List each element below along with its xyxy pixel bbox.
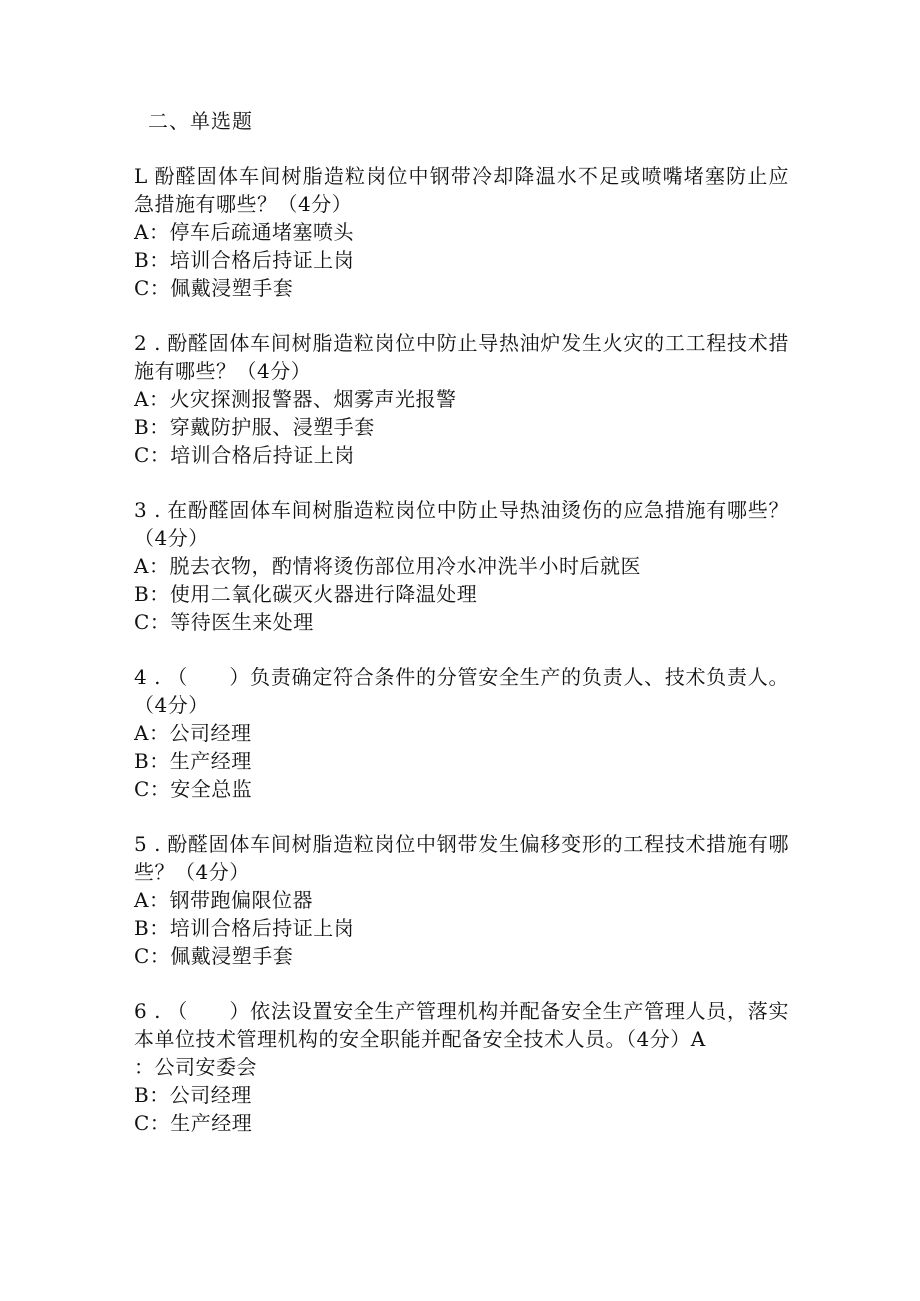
option-c: C：等待医生来处理 xyxy=(134,610,314,634)
question-number: L xyxy=(134,164,148,188)
option-b: B：培训合格后持证上岗 xyxy=(134,916,355,940)
question-body: 在酚醛固体车间树脂造粒岗位中防止导热油烫伤的应急措施有哪些？（4分） xyxy=(134,498,789,550)
question-body: 酚醛固体车间树脂造粒岗位中防止导热油炉发生火灾的工工程技术措施有哪些？（4分） xyxy=(134,331,789,383)
question-text xyxy=(134,496,789,552)
question-body: （ ）依法设置安全生产管理机构并配备安全生产管理人员，落实本单位技术管理机构的安全职能并配备安全技术人员。（4分）A xyxy=(134,999,789,1051)
question-3 xyxy=(134,496,789,636)
question-1 xyxy=(134,162,789,302)
option-c: C：佩戴浸塑手套 xyxy=(134,944,294,968)
option-b: B：穿戴防护服、浸塑手套 xyxy=(134,415,375,439)
question-text xyxy=(134,329,789,385)
question-body: （ ）负责确定符合条件的分管安全生产的负责人、技术负责人。（4分） xyxy=(134,665,789,717)
document-page xyxy=(134,106,789,1164)
option-b: B：使用二氧化碳灭火器进行降温处理 xyxy=(134,582,478,606)
option-b: B：培训合格后持证上岗 xyxy=(134,248,355,272)
question-4 xyxy=(134,663,789,803)
question-text xyxy=(134,162,789,218)
option-a: A：脱去衣物，酌情将烫伤部位用冷水冲洗半小时后就医 xyxy=(134,554,641,578)
question-6 xyxy=(134,997,789,1137)
question-body: 酚醛固体车间树脂造粒岗位中钢带冷却降温水不足或喷嘴堵塞防止应急措施有哪些？（4分） xyxy=(134,164,789,216)
option-c: C：佩戴浸塑手套 xyxy=(134,276,294,300)
question-5 xyxy=(134,830,789,970)
option-a: A：公司经理 xyxy=(134,721,252,745)
question-body: 酚醛固体车间树脂造粒岗位中钢带发生偏移变形的工程技术措施有哪些？（4分） xyxy=(134,832,789,884)
question-text xyxy=(134,663,789,719)
option-b: B：公司经理 xyxy=(134,1083,252,1107)
option-c: C：安全总监 xyxy=(134,777,253,801)
question-number: 4 . xyxy=(134,665,161,689)
option-a: A：停车后疏通堵塞喷头 xyxy=(134,220,354,244)
question-text xyxy=(134,997,789,1053)
option-b: B：生产经理 xyxy=(134,749,252,773)
question-2 xyxy=(134,329,789,469)
option-c: C：培训合格后持证上岗 xyxy=(134,443,355,467)
option-a: A：钢带跑偏限位器 xyxy=(134,888,313,912)
option-a: ：公司安委会 xyxy=(134,1055,257,1079)
question-number: 2 . xyxy=(134,331,161,355)
option-a: A：火灾探测报警器、烟雾声光报警 xyxy=(134,387,457,411)
question-number: 6 . xyxy=(134,999,161,1023)
question-number: 3 . xyxy=(134,498,161,522)
question-number: 5 . xyxy=(134,832,161,856)
option-c: C：生产经理 xyxy=(134,1111,253,1135)
question-text xyxy=(134,830,789,886)
section-title: 二、单选题 xyxy=(148,109,253,133)
